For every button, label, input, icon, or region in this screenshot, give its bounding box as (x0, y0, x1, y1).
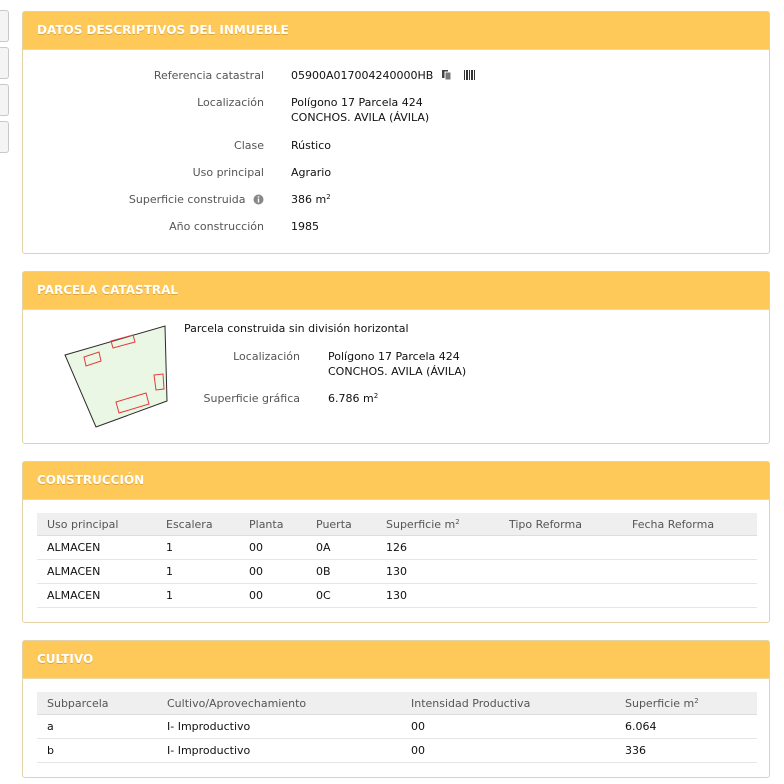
ref-catastral-label: Referencia catastral (153, 69, 264, 82)
cell: ALMACEN (37, 584, 156, 608)
copy-icon[interactable] (441, 69, 453, 84)
cell: 00 (239, 536, 306, 560)
cell: I- Improductivo (157, 739, 401, 763)
col-subparcela: Subparcela (37, 692, 157, 715)
parcel-map[interactable] (63, 325, 169, 429)
cell (622, 584, 757, 608)
cell: 1 (156, 560, 239, 584)
superficie-grafica-label: Superficie gráfica (203, 392, 300, 405)
clase-value: Rústico (291, 139, 331, 152)
side-tab-2[interactable] (0, 47, 9, 79)
side-tab-3[interactable] (0, 84, 9, 116)
cell (499, 560, 622, 584)
cell: 00 (239, 584, 306, 608)
cell: I- Improductivo (157, 715, 401, 739)
cell (622, 560, 757, 584)
col-superficie: Superficie $m^2$ (376, 513, 499, 536)
cell: 336 (615, 739, 757, 763)
barcode-icon[interactable] (464, 69, 476, 84)
cultivo-panel (22, 640, 770, 778)
parcela-panel (22, 271, 770, 444)
cell (499, 536, 622, 560)
col-escalera: Escalera (156, 513, 239, 536)
datos-panel (22, 11, 770, 254)
cell: ALMACEN (37, 560, 156, 584)
parcela-localizacion-label: Localización (233, 350, 300, 363)
superficie-construida-label: Superficie construida (128, 193, 246, 206)
cell: 6.064 (615, 715, 757, 739)
parcela-subtitle: Parcela construida sin división horizontal (184, 322, 409, 335)
construccion-header-row (37, 513, 757, 536)
info-icon[interactable] (253, 194, 264, 208)
localizacion-label: Localización (197, 96, 264, 109)
cell: 1 (156, 584, 239, 608)
construccion-panel (22, 461, 770, 623)
ano-construccion-label: Año construcción (169, 220, 264, 233)
col-planta: Planta (239, 513, 306, 536)
localizacion-value: Polígono 17 Parcela 424 (291, 96, 423, 109)
parcela-localizacion-value: Polígono 17 Parcela 424 (328, 350, 460, 363)
superficie-grafica-value: 6.786 $m^2$ (328, 392, 379, 405)
cell: 126 (376, 536, 499, 560)
cell: b (37, 739, 157, 763)
cell (622, 536, 757, 560)
cell: 0A (306, 536, 376, 560)
localizacion-value-2: CONCHOS. AVILA (ÁVILA) (291, 111, 430, 124)
cell: 0C (306, 584, 376, 608)
cell: 00 (239, 560, 306, 584)
superficie-construida-row-label (129, 193, 264, 208)
table-row (37, 584, 757, 608)
parcela-panel-title: PARCELA CATASTRAL (23, 272, 769, 310)
col-fecha-reforma: Fecha Reforma (622, 513, 757, 536)
col-uso-principal: Uso principal (37, 513, 156, 536)
construccion-table (37, 513, 757, 608)
cultivo-header-row (37, 692, 757, 715)
cultivo-table (37, 692, 757, 763)
cell: 130 (376, 584, 499, 608)
cell: 130 (376, 560, 499, 584)
table-row (37, 739, 757, 763)
cell: a (37, 715, 157, 739)
uso-principal-label: Uso principal (192, 166, 264, 179)
superficie-construida-value: 386 $m^2$ (291, 193, 331, 206)
cell (499, 584, 622, 608)
cultivo-panel-title: CULTIVO (23, 641, 769, 679)
col-intensidad: Intensidad Productiva (401, 692, 615, 715)
cell: ALMACEN (37, 536, 156, 560)
ano-construccion-value: 1985 (291, 220, 319, 233)
table-row (37, 560, 757, 584)
table-row (37, 715, 757, 739)
side-tab-1[interactable] (0, 10, 9, 42)
ref-catastral-row (291, 69, 476, 84)
datos-panel-title: DATOS DESCRIPTIVOS DEL INMUEBLE (23, 12, 769, 50)
table-row (37, 536, 757, 560)
parcela-localizacion-value-2: CONCHOS. AVILA (ÁVILA) (328, 365, 467, 378)
cell: 00 (401, 715, 615, 739)
col-cultivo: Cultivo/Aprovechamiento (157, 692, 401, 715)
clase-label: Clase (234, 139, 264, 152)
construccion-panel-title: CONSTRUCCIÓN (23, 462, 769, 500)
cell: 0B (306, 560, 376, 584)
col-tipo-reforma: Tipo Reforma (499, 513, 622, 536)
cell: 1 (156, 536, 239, 560)
uso-principal-value: Agrario (291, 166, 332, 179)
col-superficie-cultivo: Superficie $m^2$ (615, 692, 757, 715)
side-tab-4[interactable] (0, 121, 9, 153)
col-puerta: Puerta (306, 513, 376, 536)
ref-catastral-value: 05900A017004240000HB (291, 69, 434, 82)
cell: 00 (401, 739, 615, 763)
